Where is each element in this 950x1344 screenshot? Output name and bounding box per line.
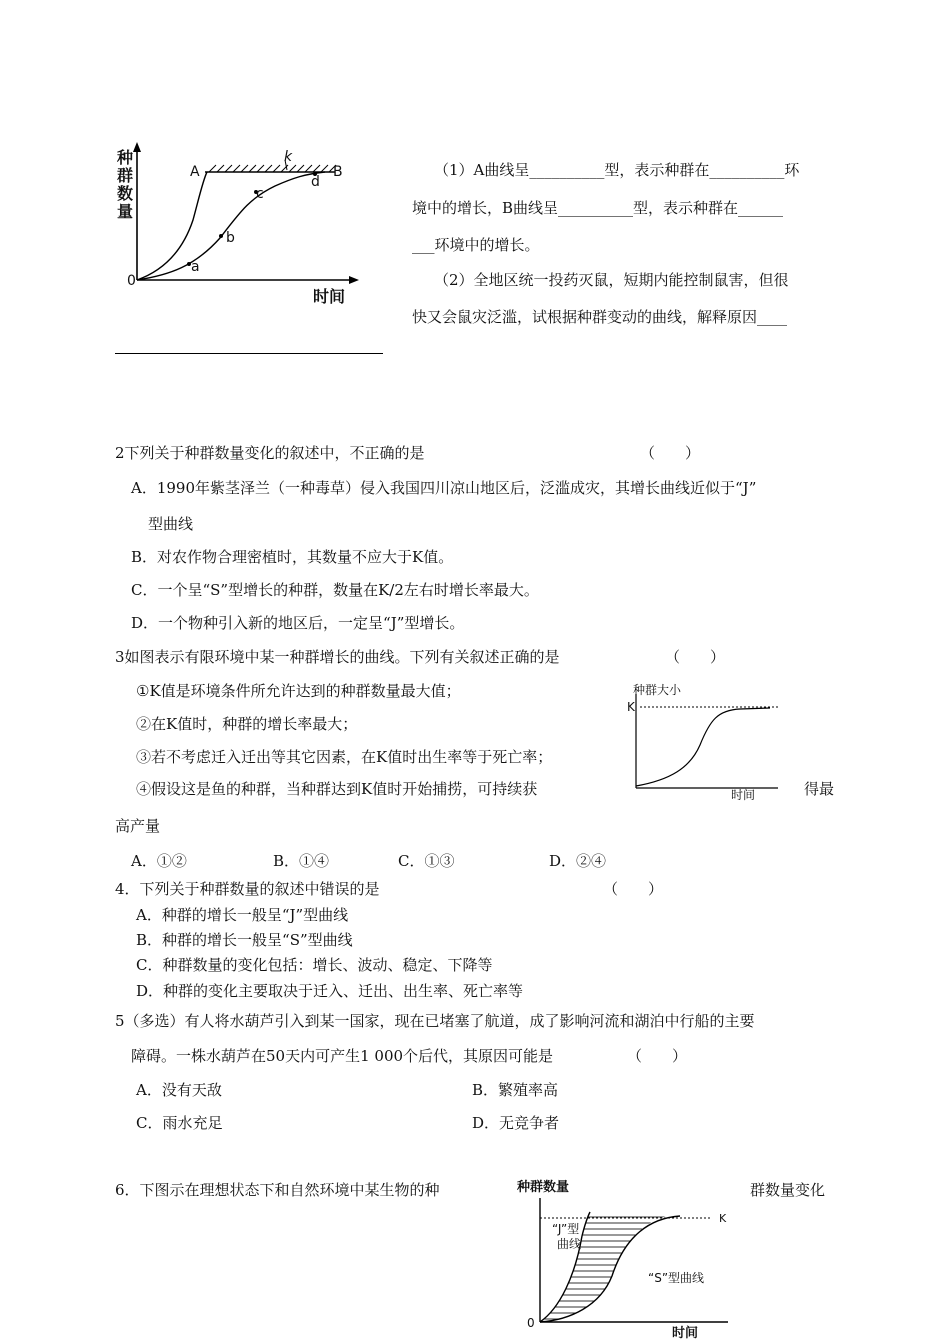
q4-option-d: D．种群的变化主要取决于迁入、迁出、出生率、死亡率等 (136, 982, 524, 1000)
q6-chart-k: K (719, 1212, 727, 1225)
q6-stem: 6．下图示在理想状态下和自然环境中某生物的种 (115, 1181, 440, 1199)
q3-option-a: A．①② (131, 852, 187, 870)
q6-chart-xlabel: 时间 (672, 1326, 699, 1341)
q6-chart-ylabel: 种群数量 (517, 1180, 570, 1195)
fig1-ylabel-2: 群 (117, 166, 134, 185)
q2-option-d: D．一个物种引入新的地区后，一定呈“J”型增长。 (131, 614, 465, 632)
fig1-origin: 0 (127, 273, 136, 289)
q5-option-a: A．没有天敌 (136, 1081, 222, 1099)
fig1-ylabel-3: 数 (117, 184, 134, 203)
q4-option-b: B．种群的增长一般呈“S”型曲线 (136, 931, 353, 949)
q5-option-c: C．雨水充足 (136, 1114, 223, 1132)
q2-option-b: B．对农作物合理密植时，其数量不应大于K值。 (131, 548, 454, 566)
q2-option-a-1: A．1990年紫茎泽兰（一种毒草）侵入我国四川凉山地区后，泛滥成灾，其增长曲线近似于“J” (131, 479, 757, 497)
q3-statement-4: ④假设这是鱼的种群，当种群达到K值时开始捕捞，可持续获 (136, 780, 538, 798)
q6-stem-tail: 群数量变化 (750, 1181, 826, 1199)
q3-statement-4-cont: 高产量 (115, 817, 161, 835)
q5-option-b: B．繁殖率高 (472, 1081, 559, 1099)
q3-chart-ylabel: 种群大小 (633, 683, 682, 697)
q3-chart-plot (630, 690, 780, 790)
q3-statement-1: ①K值是环境条件所允许达到的种群数量最大值； (136, 682, 461, 700)
q1-answer-line (115, 353, 383, 354)
q1-line-1: （1）A曲线呈__________型，表示种群在__________环 (434, 161, 800, 179)
q3-chart-xlabel: 时间 (731, 788, 756, 802)
fig1-point-A: A (190, 164, 200, 180)
q1-line-3: ___环境中的增长。 (412, 236, 540, 254)
q3-paren: （ ） (665, 648, 726, 666)
fig1-point-a: a (191, 259, 200, 275)
q3-statement-3: ③若不考虑迁入迁出等其它因素，在K值时出生率等于死亡率； (136, 748, 553, 766)
q1-line-5: 快又会鼠灾泛滥，试根据种群变动的曲线，解释原因____ (412, 308, 788, 326)
q3-statement-2: ②在K值时，种群的增长率最大； (136, 715, 358, 733)
q3-stem: 3如图表示有限环境中某一种群增长的曲线。下列有关叙述正确的是 (115, 648, 560, 666)
q4-stem: 4．下列关于种群数量的叙述中错误的是 (115, 880, 380, 898)
fig1-point-d: d (311, 174, 320, 190)
q6-chart-plot (530, 1196, 730, 1326)
q3-option-d: D．②④ (549, 852, 607, 870)
q6-chart-j-label-1: “J”型 (552, 1222, 580, 1236)
fig1-point-c: c (256, 186, 264, 202)
q2-paren: （ ） (640, 444, 701, 462)
fig1-point-B: B (333, 164, 343, 180)
q1-line-4: （2）全地区统一投药灭鼠，短期内能控制鼠害，但很 (434, 271, 789, 289)
fig1-point-k: k (284, 149, 293, 165)
fig1-point-b: b (226, 230, 235, 246)
q2-stem: 2下列关于种群数量变化的叙述中，不正确的是 (115, 444, 425, 462)
q3-statement-4-tail: 得最 (804, 780, 835, 798)
q6-chart-s-label: “S”型曲线 (648, 1271, 705, 1285)
q5-option-d: D．无竞争者 (472, 1114, 560, 1132)
fig1-xlabel: 时间 (313, 287, 346, 306)
q1-line-2: 境中的增长，B曲线呈__________型，表示种群在______ (412, 199, 784, 217)
q6-chart-origin: 0 (527, 1316, 535, 1330)
fig1-plot (125, 140, 365, 300)
q3-option-b: B．①④ (273, 852, 330, 870)
q2-option-a-2: 型曲线 (148, 515, 194, 533)
q5-stem-2: 障碍。一株水葫芦在50天内可产生1 000个后代，其原因可能是 (131, 1047, 554, 1065)
q4-option-a: A．种群的增长一般呈“J”型曲线 (136, 906, 349, 924)
q4-paren: （ ） (603, 880, 664, 898)
fig1-ylabel-1: 种 (117, 148, 134, 167)
q3-chart-k: K (627, 700, 635, 714)
q5-paren: （ ） (627, 1047, 688, 1065)
q3-option-c: C．①③ (398, 852, 455, 870)
q6-chart-j-label-2: 曲线 (557, 1237, 582, 1251)
fig1-ylabel-4: 量 (117, 202, 134, 221)
q4-option-c: C．种群数量的变化包括：增长、波动、稳定、下降等 (136, 956, 493, 974)
q2-option-c: C．一个呈“S”型增长的种群，数量在K/2左右时增长率最大。 (131, 581, 539, 599)
q5-stem-1: 5（多选）有人将水葫芦引入到某一国家，现在已堵塞了航道，成了影响河流和湖泊中行船的主要 (115, 1012, 755, 1030)
